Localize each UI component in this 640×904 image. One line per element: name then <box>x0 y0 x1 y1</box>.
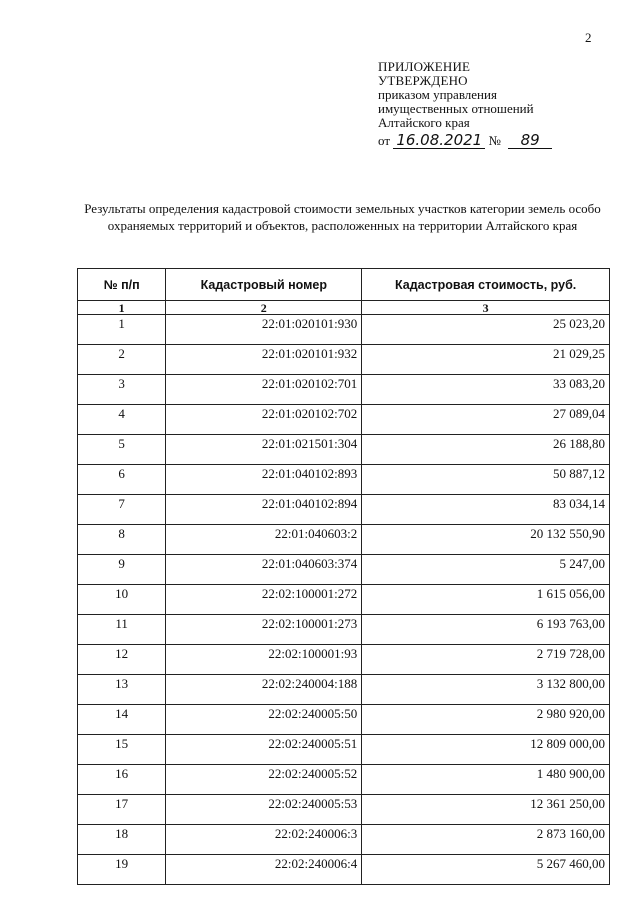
cadastral-value-cell: 33 083,20 <box>362 375 610 405</box>
column-number-1: 1 <box>78 301 166 315</box>
row-index-cell: 8 <box>78 525 166 555</box>
table-row <box>78 795 610 825</box>
approval-order-text: приказом управления <box>378 87 497 102</box>
row-index-cell: 4 <box>78 405 166 435</box>
row-index-cell: 2 <box>78 345 166 375</box>
table-row <box>78 615 610 645</box>
row-index-cell: 18 <box>78 825 166 855</box>
table-row <box>78 525 610 555</box>
cadastral-value-cell: 2 719 728,00 <box>362 645 610 675</box>
table-row <box>78 435 610 465</box>
row-index-cell: 19 <box>78 855 166 885</box>
cadastral-number-cell: 22:02:240006:4 <box>166 855 362 885</box>
header-row-number: № п/п <box>78 269 166 301</box>
date-prefix: от <box>378 133 391 148</box>
table-header-row <box>78 269 610 301</box>
table-row <box>78 555 610 585</box>
cadastral-number-cell: 22:01:021501:304 <box>166 435 362 465</box>
number-prefix: № <box>488 133 501 148</box>
table-row <box>78 645 610 675</box>
row-index-cell: 14 <box>78 705 166 735</box>
approval-block <box>378 60 608 149</box>
cadastral-value-cell: 6 193 763,00 <box>362 615 610 645</box>
approval-region-text: Алтайского края <box>378 115 470 130</box>
row-index-cell: 7 <box>78 495 166 525</box>
cadastral-number-cell: 22:02:240005:50 <box>166 705 362 735</box>
table-row <box>78 465 610 495</box>
cadastral-value-cell: 2 873 160,00 <box>362 825 610 855</box>
cadastral-value-cell: 1 480 900,00 <box>362 765 610 795</box>
row-index-cell: 12 <box>78 645 166 675</box>
column-number-row <box>78 301 610 315</box>
cadastral-number-cell: 22:01:020101:932 <box>166 345 362 375</box>
cadastral-value-cell: 5 267 460,00 <box>362 855 610 885</box>
column-number-2: 2 <box>166 301 362 315</box>
cadastral-number-cell: 22:01:020101:930 <box>166 315 362 345</box>
table-row <box>78 705 610 735</box>
cadastral-number-cell: 22:01:040603:374 <box>166 555 362 585</box>
table-row <box>78 675 610 705</box>
table-body <box>78 315 610 885</box>
row-index-cell: 9 <box>78 555 166 585</box>
order-date-number-line <box>378 132 608 149</box>
page-number: 2 <box>585 30 592 45</box>
cadastral-number-cell: 22:02:100001:93 <box>166 645 362 675</box>
cadastral-value-cell: 21 029,25 <box>362 345 610 375</box>
handwritten-date: 16.08.2021 <box>393 132 485 149</box>
cadastral-value-cell: 27 089,04 <box>362 405 610 435</box>
row-index-cell: 1 <box>78 315 166 345</box>
row-index-cell: 5 <box>78 435 166 465</box>
cadastral-number-cell: 22:02:100001:272 <box>166 585 362 615</box>
row-index-cell: 17 <box>78 795 166 825</box>
header-cadastral-value: Кадастровая стоимость, руб. <box>362 269 610 301</box>
cadastral-number-cell: 22:02:240005:53 <box>166 795 362 825</box>
table-row <box>78 405 610 435</box>
cadastral-number-cell: 22:01:040102:893 <box>166 465 362 495</box>
table-row <box>78 855 610 885</box>
row-index-cell: 16 <box>78 765 166 795</box>
row-index-cell: 10 <box>78 585 166 615</box>
cadastral-value-cell: 50 887,12 <box>362 465 610 495</box>
row-index-cell: 6 <box>78 465 166 495</box>
row-index-cell: 11 <box>78 615 166 645</box>
cadastral-value-cell: 20 132 550,90 <box>362 525 610 555</box>
cadastral-number-cell: 22:02:240004:188 <box>166 675 362 705</box>
column-number-3: 3 <box>362 301 610 315</box>
row-index-cell: 3 <box>78 375 166 405</box>
cadastral-number-cell: 22:02:240005:52 <box>166 765 362 795</box>
table-row <box>78 345 610 375</box>
document-title: Результаты определения кадастровой стоимости земельных участков категории земель особо охраняемых территорий и объектов, расположенных на территории Алтайского края <box>84 201 601 233</box>
row-index-cell: 13 <box>78 675 166 705</box>
cadastral-number-cell: 22:01:040603:2 <box>166 525 362 555</box>
cadastral-number-cell: 22:02:100001:273 <box>166 615 362 645</box>
table-row <box>78 375 610 405</box>
cadastral-value-cell: 2 980 920,00 <box>362 705 610 735</box>
approval-department-text: имущественных отношений <box>378 101 534 116</box>
cadastral-value-cell: 1 615 056,00 <box>362 585 610 615</box>
cadastral-value-cell: 12 361 250,00 <box>362 795 610 825</box>
table-row <box>78 765 610 795</box>
cadastral-number-cell: 22:01:040102:894 <box>166 495 362 525</box>
approval-approved-label: УТВЕРЖДЕНО <box>378 73 468 88</box>
cadastral-value-cell: 3 132 800,00 <box>362 675 610 705</box>
cadastral-value-cell: 25 023,20 <box>362 315 610 345</box>
cadastral-number-cell: 22:01:020102:702 <box>166 405 362 435</box>
cadastral-value-cell: 26 188,80 <box>362 435 610 465</box>
cadastral-value-table <box>77 268 610 885</box>
row-index-cell: 15 <box>78 735 166 765</box>
table-row <box>78 825 610 855</box>
table-row <box>78 315 610 345</box>
table-row <box>78 585 610 615</box>
table-row <box>78 735 610 765</box>
cadastral-value-cell: 5 247,00 <box>362 555 610 585</box>
table-row <box>78 495 610 525</box>
cadastral-value-cell: 83 034,14 <box>362 495 610 525</box>
cadastral-number-cell: 22:02:240006:3 <box>166 825 362 855</box>
handwritten-order-number: 89 <box>508 132 552 149</box>
cadastral-value-cell: 12 809 000,00 <box>362 735 610 765</box>
cadastral-number-cell: 22:02:240005:51 <box>166 735 362 765</box>
approval-appendix-label: ПРИЛОЖЕНИЕ <box>378 59 471 74</box>
header-cadastral-number: Кадастровый номер <box>166 269 362 301</box>
cadastral-number-cell: 22:01:020102:701 <box>166 375 362 405</box>
